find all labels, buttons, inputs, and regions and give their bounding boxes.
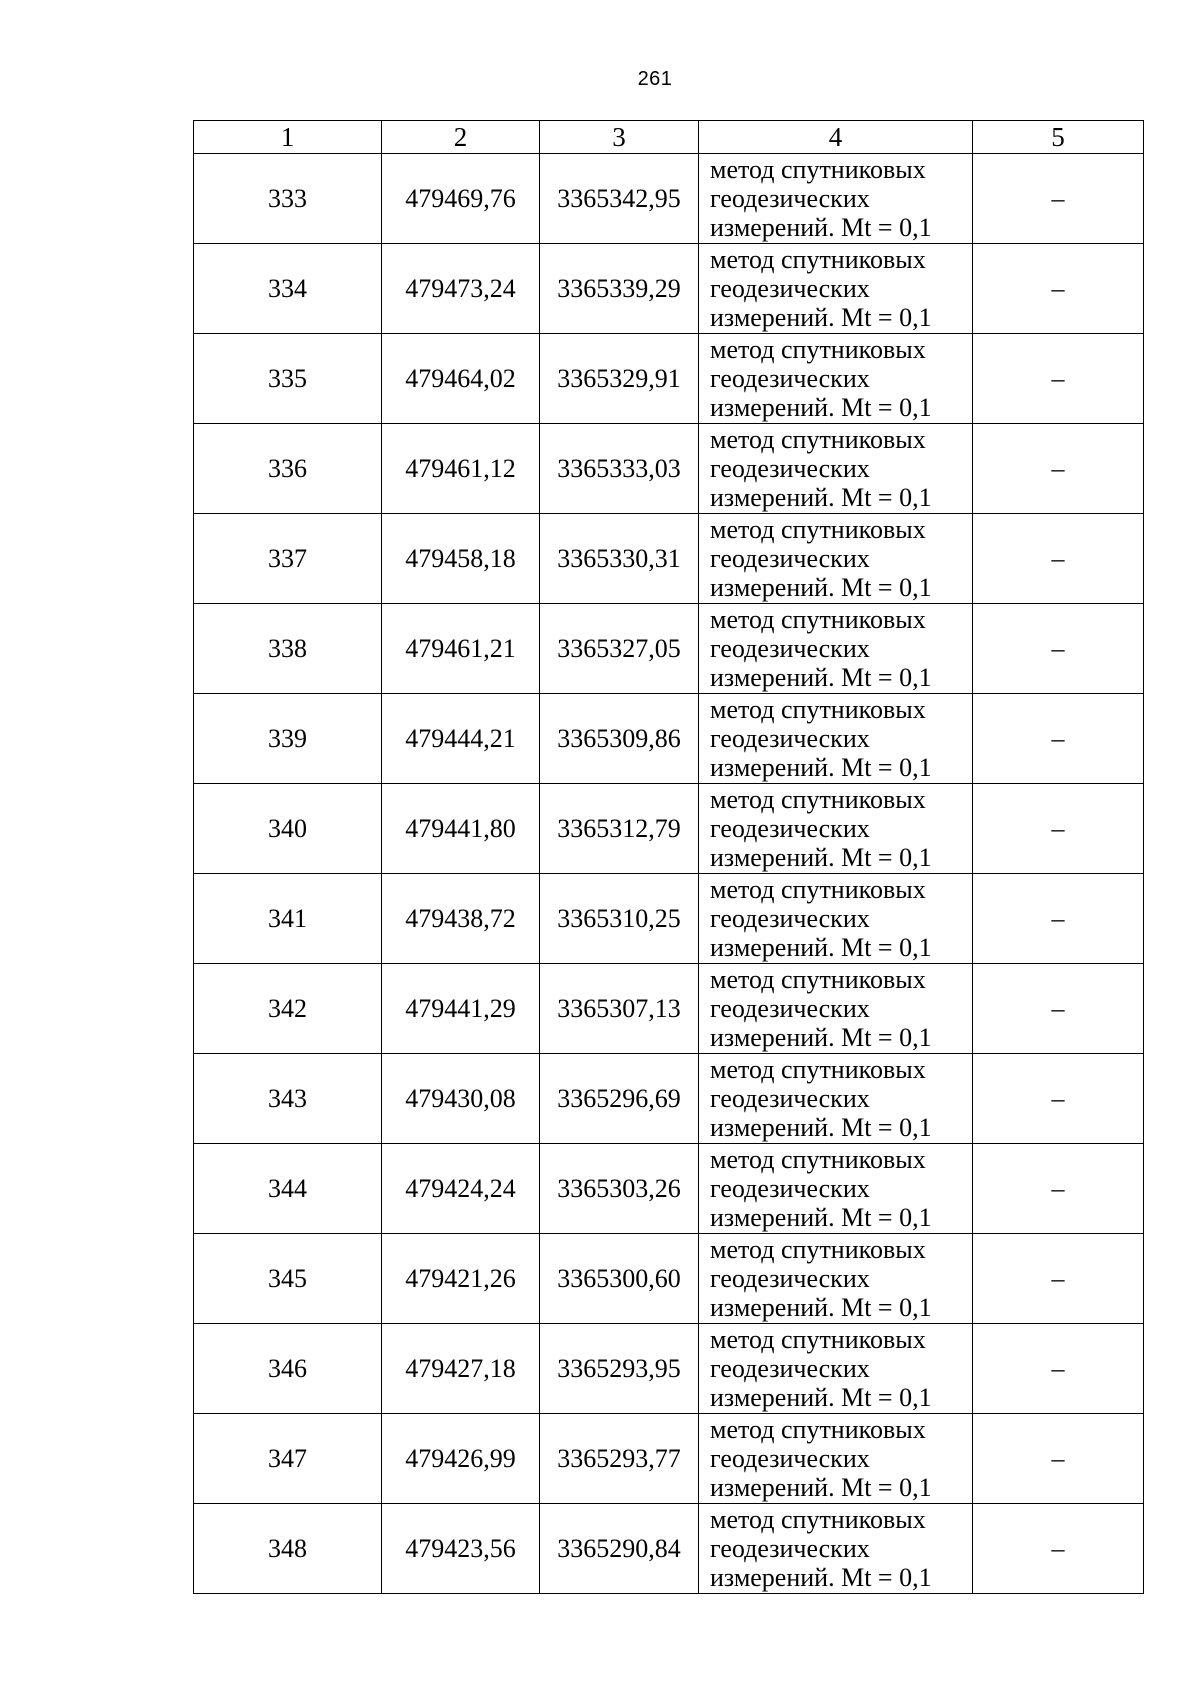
coordinate-x: 479441,80 [382,784,540,874]
coordinate-y: 3365310,25 [540,874,699,964]
method-line: метод спутниковых [710,1415,926,1444]
point-number: 333 [194,154,382,244]
table-row [194,874,1144,964]
coordinate-y: 3365293,77 [540,1414,699,1504]
method-description [699,1234,973,1324]
method-line: измерений. Mt = 0,1 [710,483,932,512]
coordinate-x: 479424,24 [382,1144,540,1234]
point-number: 343 [194,1054,382,1144]
point-number: 344 [194,1144,382,1234]
table-row [194,604,1144,694]
method-description [699,424,973,514]
method-description [699,874,973,964]
method-line: геодезических [710,1444,870,1473]
table-row [194,424,1144,514]
method-line: измерений. Mt = 0,1 [710,1203,932,1232]
point-number: 348 [194,1504,382,1594]
method-line: измерений. Mt = 0,1 [710,303,932,332]
coordinate-y: 3365303,26 [540,1144,699,1234]
column-header: 4 [699,121,973,154]
table-row [194,154,1144,244]
table-row [194,1414,1144,1504]
method-line: геодезических [710,1084,870,1113]
point-number: 346 [194,1324,382,1414]
table-header [194,121,1144,154]
note-cell: – [973,784,1144,874]
coordinate-x: 479426,99 [382,1414,540,1504]
method-line: геодезических [710,634,870,663]
coordinates-table [193,120,1144,1594]
coordinate-x: 479469,76 [382,154,540,244]
point-number: 338 [194,604,382,694]
method-description [699,604,973,694]
method-line: измерений. Mt = 0,1 [710,1383,932,1412]
method-description [699,1414,973,1504]
coordinate-y: 3365339,29 [540,244,699,334]
method-line: геодезических [710,544,870,573]
point-number: 340 [194,784,382,874]
method-line: геодезических [710,1534,870,1563]
coordinate-x: 479464,02 [382,334,540,424]
method-line: метод спутниковых [710,1235,926,1264]
column-header: 5 [973,121,1144,154]
coordinate-y: 3365293,95 [540,1324,699,1414]
method-description [699,1504,973,1594]
method-line: метод спутниковых [710,1505,926,1534]
method-description [699,514,973,604]
coordinate-x: 479458,18 [382,514,540,604]
method-line: геодезических [710,454,870,483]
note-cell: – [973,154,1144,244]
point-number: 337 [194,514,382,604]
method-line: измерений. Mt = 0,1 [710,213,932,242]
method-description [699,784,973,874]
method-line: геодезических [710,1174,870,1203]
note-cell: – [973,334,1144,424]
coordinate-x: 479430,08 [382,1054,540,1144]
method-line: измерений. Mt = 0,1 [710,393,932,422]
point-number: 334 [194,244,382,334]
note-cell: – [973,244,1144,334]
table-row [194,964,1144,1054]
note-cell: – [973,514,1144,604]
table-row [194,1234,1144,1324]
method-description [699,154,973,244]
note-cell: – [973,604,1144,694]
point-number: 347 [194,1414,382,1504]
method-description [699,964,973,1054]
coordinate-y: 3365296,69 [540,1054,699,1144]
method-line: метод спутниковых [710,155,926,184]
method-line: геодезических [710,184,870,213]
method-description [699,244,973,334]
method-line: геодезических [710,274,870,303]
coordinate-x: 479438,72 [382,874,540,964]
method-line: измерений. Mt = 0,1 [710,753,932,782]
note-cell: – [973,1504,1144,1594]
coordinate-y: 3365300,60 [540,1234,699,1324]
column-header: 2 [382,121,540,154]
method-line: измерений. Mt = 0,1 [710,843,932,872]
point-number: 345 [194,1234,382,1324]
point-number: 335 [194,334,382,424]
method-line: измерений. Mt = 0,1 [710,663,932,692]
method-line: метод спутниковых [710,335,926,364]
method-line: измерений. Mt = 0,1 [710,573,932,602]
method-line: метод спутниковых [710,425,926,454]
method-line: измерений. Mt = 0,1 [710,1293,932,1322]
method-line: измерений. Mt = 0,1 [710,1563,932,1592]
table-row [194,244,1144,334]
method-line: метод спутниковых [710,695,926,724]
method-description [699,334,973,424]
method-line: метод спутниковых [710,1145,926,1174]
method-line: геодезических [710,724,870,753]
coordinate-y: 3365330,31 [540,514,699,604]
table-body [194,154,1144,1594]
table-row [194,514,1144,604]
method-description [699,694,973,784]
note-cell: – [973,694,1144,784]
coordinate-y: 3365327,05 [540,604,699,694]
method-line: метод спутниковых [710,245,926,274]
coordinate-y: 3365309,86 [540,694,699,784]
header-row [194,121,1144,154]
note-cell: – [973,874,1144,964]
coordinate-x: 479461,12 [382,424,540,514]
method-line: метод спутниковых [710,605,926,634]
table-row [194,1054,1144,1144]
point-number: 342 [194,964,382,1054]
coordinate-x: 479473,24 [382,244,540,334]
method-line: измерений. Mt = 0,1 [710,1023,932,1052]
coordinate-y: 3365307,13 [540,964,699,1054]
method-line: метод спутниковых [710,1055,926,1084]
note-cell: – [973,1324,1144,1414]
coordinate-x: 479423,56 [382,1504,540,1594]
coordinate-y: 3365329,91 [540,334,699,424]
table-row [194,1324,1144,1414]
note-cell: – [973,1144,1144,1234]
method-line: геодезических [710,904,870,933]
column-header: 3 [540,121,699,154]
method-description [699,1324,973,1414]
coordinate-x: 479444,21 [382,694,540,784]
note-cell: – [973,1414,1144,1504]
coordinate-x: 479421,26 [382,1234,540,1324]
point-number: 336 [194,424,382,514]
method-line: геодезических [710,1354,870,1383]
note-cell: – [973,1054,1144,1144]
point-number: 341 [194,874,382,964]
table-row [194,334,1144,424]
method-line: метод спутниковых [710,785,926,814]
note-cell: – [973,424,1144,514]
table-row [194,1504,1144,1594]
method-line: геодезических [710,814,870,843]
method-line: метод спутниковых [710,1325,926,1354]
coordinate-y: 3365333,03 [540,424,699,514]
method-line: геодезических [710,364,870,393]
method-line: измерений. Mt = 0,1 [710,1113,932,1142]
coordinate-x: 479441,29 [382,964,540,1054]
coordinate-y: 3365312,79 [540,784,699,874]
method-line: геодезических [710,1264,870,1293]
method-line: метод спутниковых [710,965,926,994]
column-header: 1 [194,121,382,154]
coordinate-y: 3365342,95 [540,154,699,244]
method-line: геодезических [710,994,870,1023]
coordinate-x: 479461,21 [382,604,540,694]
note-cell: – [973,964,1144,1054]
method-line: метод спутниковых [710,875,926,904]
point-number: 339 [194,694,382,784]
table-row [194,784,1144,874]
coordinate-y: 3365290,84 [540,1504,699,1594]
method-line: метод спутниковых [710,515,926,544]
table-row [194,694,1144,784]
method-line: измерений. Mt = 0,1 [710,933,932,962]
method-description [699,1054,973,1144]
coordinate-x: 479427,18 [382,1324,540,1414]
page-number: 261 [637,68,673,90]
table-row [194,1144,1144,1234]
note-cell: – [973,1234,1144,1324]
method-description [699,1144,973,1234]
method-line: измерений. Mt = 0,1 [710,1473,932,1502]
